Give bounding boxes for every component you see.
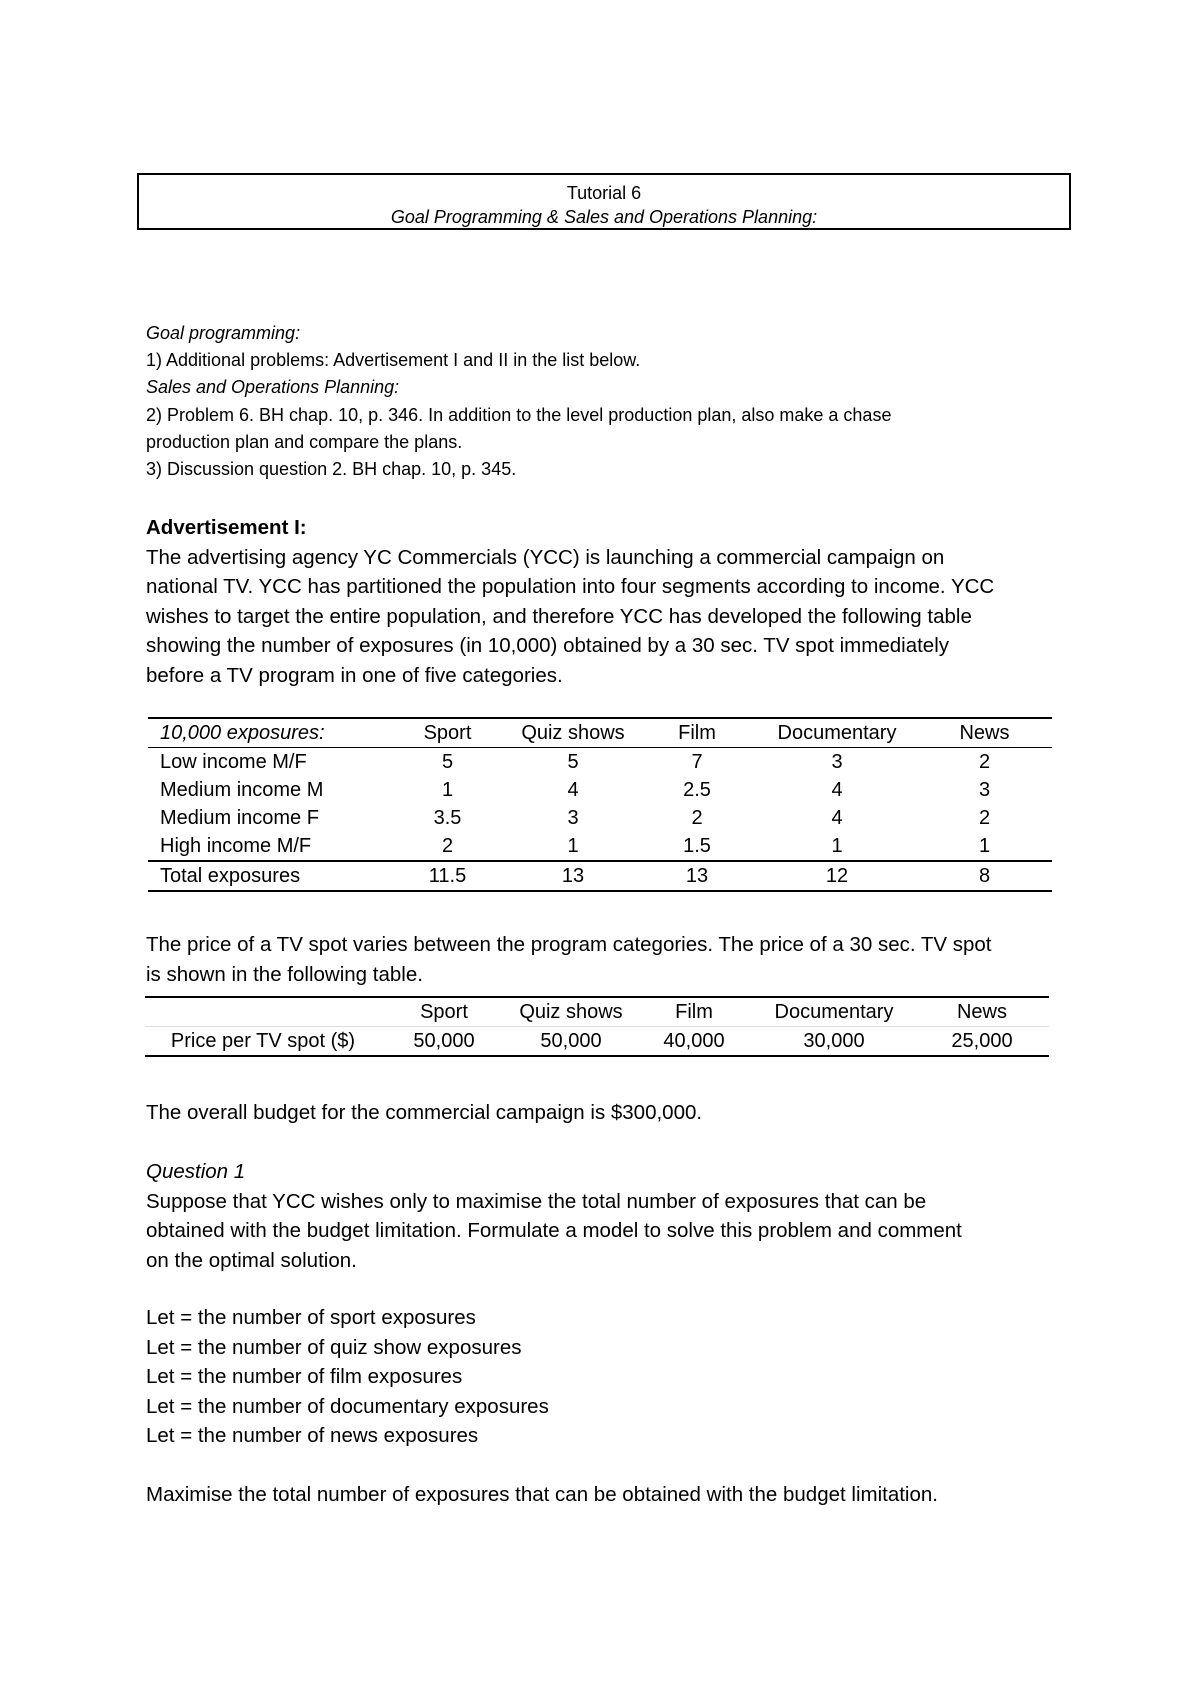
table-cell: 1 [441,778,454,801]
table-row [148,832,1052,861]
table-cell: Price per TV spot ($) [145,1027,381,1057]
exposure-table [148,717,1052,892]
table-header-cell [145,997,381,1027]
paragraph-line: The price of a TV spot varies between the program categories. The price of a 30 sec. TV spot [146,933,992,956]
table-header-cell: Film [637,718,757,748]
table-header-cell: Sport [381,997,507,1027]
table-header-cell: Film [635,997,753,1027]
question-1-section [146,1157,1066,1275]
paragraph-line: The advertising agency YC Commercials (YCC) is launching a commercial campaign on [146,545,945,569]
table-cell: High income M/F [160,834,312,857]
variable-line: Let = the number of quiz show exposures [146,1335,522,1359]
table-cell: 5 [441,750,454,773]
table-row [145,1027,1049,1057]
goal-programming-heading: Goal programming: [146,323,301,343]
intro-item-1: 1) Additional problems: Advertisement I and II in the list below. [146,350,641,371]
table-cell: 1 [567,834,579,857]
variable-definitions [146,1303,1066,1451]
price-table [145,996,1049,1057]
table-cell: Medium income M [160,778,324,801]
table-cell: 2 [441,834,454,857]
table-header-cell: Documentary [757,718,917,748]
variable-line: Let = the number of news exposures [146,1424,479,1447]
paragraph-line: before a TV program in one of five categories. [146,663,563,687]
paragraph-line: on the optimal solution. [146,1248,357,1272]
table-cell: 11.5 [386,861,509,891]
intro-section [146,320,1066,483]
table-cell: 40,000 [635,1027,753,1057]
table-header-cell: Quiz shows [507,997,635,1027]
table-header-cell: Documentary [753,997,915,1027]
table-cell: 4 [831,806,843,829]
table-cell: 25,000 [915,1027,1049,1057]
title-box [137,173,1071,230]
table-cell: 13 [637,861,757,891]
table-cell: 2 [691,806,703,829]
table-row [148,776,1052,804]
paragraph-line: is shown in the following table. [146,962,423,986]
table-cell: 7 [691,750,703,773]
table-header-cell: Sport [386,718,509,748]
table-cell: 3 [567,806,579,829]
table-header-cell: 10,000 exposures: [148,718,386,748]
table-cell: 13 [509,861,637,891]
variable-line: Let = the number of documentary exposures [146,1394,549,1418]
table-cell: 2 [978,750,991,773]
table-cell: 2 [978,806,991,829]
price-intro [146,930,1066,989]
table-cell: 2.5 [683,778,711,801]
paragraph-line: obtained with the budget limitation. Formulate a model to solve this problem and comment [146,1219,962,1242]
tutorial-subtitle: Goal Programming & Sales and Operations Planning: [390,207,818,227]
intro-item-2a: 2) Problem 6. BH chap. 10, p. 346. In addition to the level production plan, also make a chase [146,404,892,425]
table-row [148,804,1052,832]
variable-line: Let = the number of sport exposures [146,1306,476,1329]
table-header-cell: Quiz shows [509,718,637,748]
table-total-row [148,861,1052,891]
table-header-cell: News [917,718,1052,748]
budget-text: The overall budget for the commercial campaign is $300,000. [146,1101,703,1124]
paragraph-line: wishes to target the entire population, and therefore YCC has developed the following table [146,604,972,628]
sop-heading: Sales and Operations Planning: [146,377,400,398]
table-cell: Medium income F [160,806,319,829]
intro-item-2b: production plan and compare the plans. [146,431,463,452]
paragraph-line: national TV. YCC has partitioned the population into four segments according to income. YCC [146,575,995,598]
table-cell: 3 [978,778,991,801]
question-1-label: Question 1 [146,1160,246,1183]
table-cell: 12 [757,861,917,891]
table-header-row [148,718,1052,748]
table-cell: 30,000 [753,1027,915,1057]
variable-line: Let = the number of film exposures [146,1365,463,1388]
table-cell: Low income M/F [160,750,307,773]
advertisement-section [146,513,1066,690]
table-row [148,748,1052,777]
table-cell: Total exposures [148,861,386,891]
objective-text: Maximise the total number of exposures that can be obtained with the budget limitation. [146,1483,938,1506]
table-cell: 1 [831,834,843,857]
table-header-cell: News [915,997,1049,1027]
table-cell: 1 [978,834,991,857]
table-cell: 5 [567,750,579,773]
paragraph-line: Suppose that YCC wishes only to maximise the total number of exposures that can be [146,1189,927,1213]
table-cell: 4 [567,778,579,801]
table-cell: 1.5 [683,834,711,857]
intro-item-3: 3) Discussion question 2. BH chap. 10, p. 345. [146,459,517,480]
table-cell: 50,000 [381,1027,507,1057]
table-cell: 8 [917,861,1052,891]
table-cell: 4 [831,778,843,801]
table-header-row [145,997,1049,1027]
tutorial-title: Tutorial 6 [566,183,642,203]
table-cell: 50,000 [507,1027,635,1057]
paragraph-line: showing the number of exposures (in 10,000) obtained by a 30 sec. TV spot immediately [146,634,949,657]
advertisement-heading: Advertisement I: [146,516,307,539]
table-cell: 3 [831,750,843,773]
table-cell: 3.5 [433,806,462,829]
